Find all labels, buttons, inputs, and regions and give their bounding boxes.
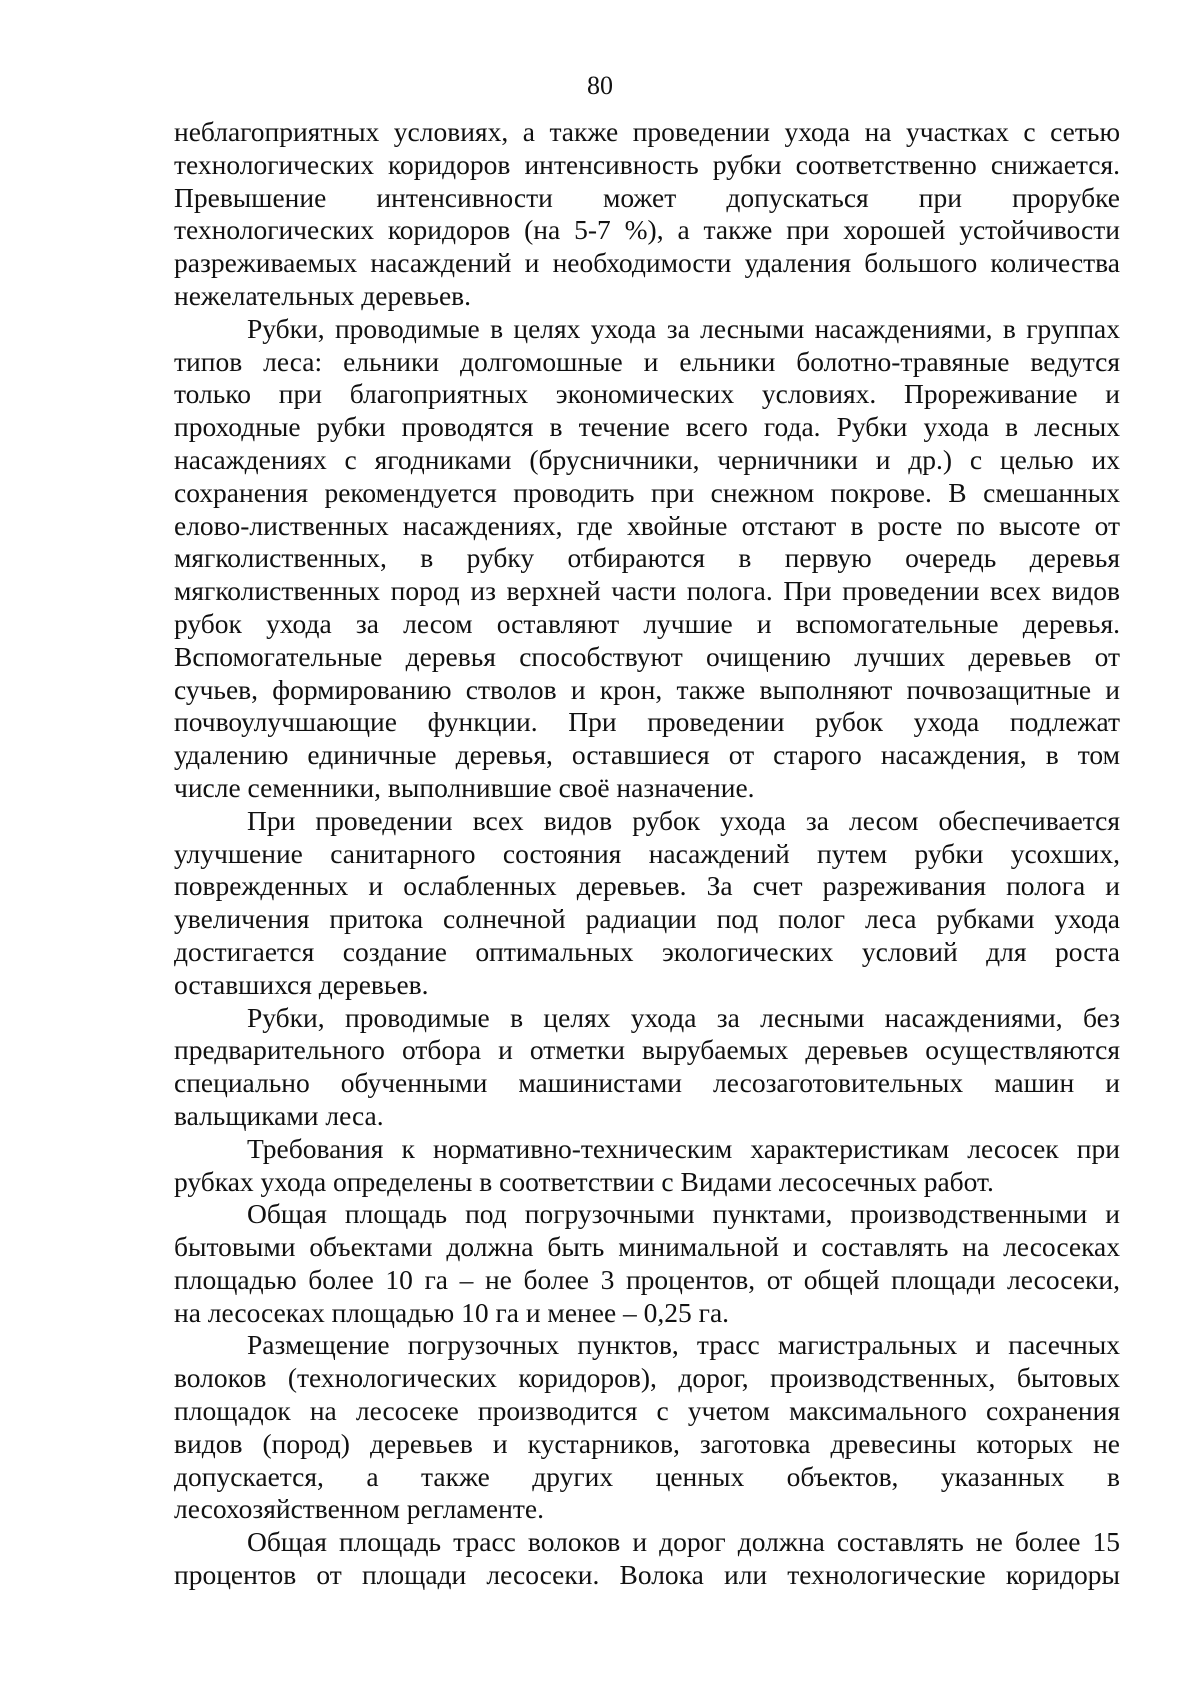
text-line: вальщиками леса.	[174, 1099, 384, 1131]
text-line: бытовыми объектами должна быть минимальной и составлять на лесосеках	[174, 1231, 1120, 1263]
text-line: лесохозяйственном регламенте.	[174, 1493, 544, 1525]
text-line: Общая площадь трасс волоков и дорог должна составлять не более 15	[247, 1526, 1120, 1558]
text-line: проходные рубки проводятся в течение всего года. Рубки ухода в лесных	[174, 411, 1120, 443]
paragraph	[174, 1002, 1120, 1133]
paragraph	[174, 1329, 1120, 1526]
paragraph	[174, 805, 1120, 1002]
text-line: на лесосеках площадью 10 га и менее – 0,25 га.	[174, 1296, 730, 1328]
paragraph	[174, 313, 1120, 805]
text-line: рубках ухода определены в соответствии с Видами лесосечных работ.	[174, 1165, 994, 1197]
text-line: допускается, а также других ценных объектов, указанных в	[174, 1460, 1120, 1492]
text-line: сучьев, формированию стволов и крон, также выполняют почвозащитные и	[174, 673, 1120, 705]
text-line: технологических коридоров интенсивность рубки соответственно снижается.	[174, 148, 1120, 180]
paragraph	[174, 1133, 1120, 1199]
text-line: Размещение погрузочных пунктов, трасс магистральных и пасечных	[247, 1329, 1120, 1361]
text-line: нежелательных деревьев.	[174, 279, 472, 311]
text-line: технологических коридоров (на 5-7 %), а также при хорошей устойчивости	[174, 214, 1120, 246]
text-line: насаждениях с ягодниками (брусничники, черничники и др.) с целью их	[174, 443, 1120, 475]
paragraph	[174, 116, 1120, 313]
text-line: елово-лиственных насаждениях, где хвойные отстают в росте по высоте от	[174, 509, 1120, 541]
text-line: сохранения рекомендуется проводить при снежном покрове. В смешанных	[174, 476, 1120, 508]
text-line: Вспомогательные деревья способствуют очищению лучших деревьев от	[174, 640, 1120, 672]
text-line: предварительного отбора и отметки вырубаемых деревьев осуществляются	[174, 1034, 1120, 1066]
text-line: мягколиственных, в рубку отбираются в первую очередь деревья	[174, 542, 1120, 574]
text-line: площадью более 10 га – не более 3 процентов, от общей площади лесосеки,	[174, 1263, 1120, 1295]
document-body	[174, 116, 1120, 1592]
text-line: специально обученными машинистами лесозаготовительных машин и	[174, 1067, 1120, 1099]
text-line: Рубки, проводимые в целях ухода за лесными насаждениями, без	[247, 1001, 1120, 1033]
text-line: достигается создание оптимальных экологических условий для роста	[174, 935, 1120, 967]
text-line: Превышение интенсивности может допускаться при прорубке	[174, 181, 1120, 213]
text-line: Требования к нормативно-техническим характеристикам лесосек при	[247, 1132, 1120, 1164]
text-line: волоков (технологических коридоров), дорог, производственных, бытовых	[174, 1362, 1120, 1394]
text-line: процентов от площади лесосеки. Волока или технологические коридоры	[174, 1559, 1120, 1591]
text-line: При проведении всех видов рубок ухода за лесом обеспечивается	[247, 804, 1120, 836]
text-line: площадок на лесосеке производится с учетом максимального сохранения	[174, 1395, 1120, 1427]
paragraph	[174, 1198, 1120, 1329]
text-line: разреживаемых насаждений и необходимости удаления большого количества	[174, 247, 1120, 279]
text-line: оставшихся деревьев.	[174, 968, 429, 1000]
paragraph	[174, 1526, 1120, 1592]
text-line: удалению единичные деревья, оставшиеся от старого насаждения, в том	[174, 739, 1120, 771]
text-line: типов леса: ельники долгомошные и ельники болотно-травяные ведутся	[174, 345, 1120, 377]
text-line: поврежденных и ослабленных деревьев. За счет разреживания полога и	[174, 870, 1120, 902]
text-line: увеличения притока солнечной радиации под полог леса рубками ухода	[174, 903, 1120, 935]
text-line: видов (пород) деревьев и кустарников, заготовка древесины которых не	[174, 1427, 1120, 1459]
text-line: рубок ухода за лесом оставляют лучшие и вспомогательные деревья.	[174, 607, 1120, 639]
text-line: Рубки, проводимые в целях ухода за лесными насаждениями, в группах	[247, 312, 1120, 344]
page-number: 80	[587, 71, 613, 100]
text-line: мягколиственных пород из верхней части полога. При проведении всех видов	[174, 575, 1120, 607]
text-line: только при благоприятных экономических условиях. Прореживание и	[174, 378, 1120, 410]
text-line: числе семенники, выполнившие своё назначение.	[174, 771, 755, 803]
text-line: неблагоприятных условиях, а также проведении ухода на участках с сетью	[174, 116, 1120, 147]
text-line: улучшение санитарного состояния насаждений путем рубки усохших,	[174, 837, 1120, 869]
text-line: Общая площадь под погрузочными пунктами, производственными и	[247, 1198, 1120, 1230]
text-line: почвоулучшающие функции. При проведении рубок ухода подлежат	[174, 706, 1120, 738]
